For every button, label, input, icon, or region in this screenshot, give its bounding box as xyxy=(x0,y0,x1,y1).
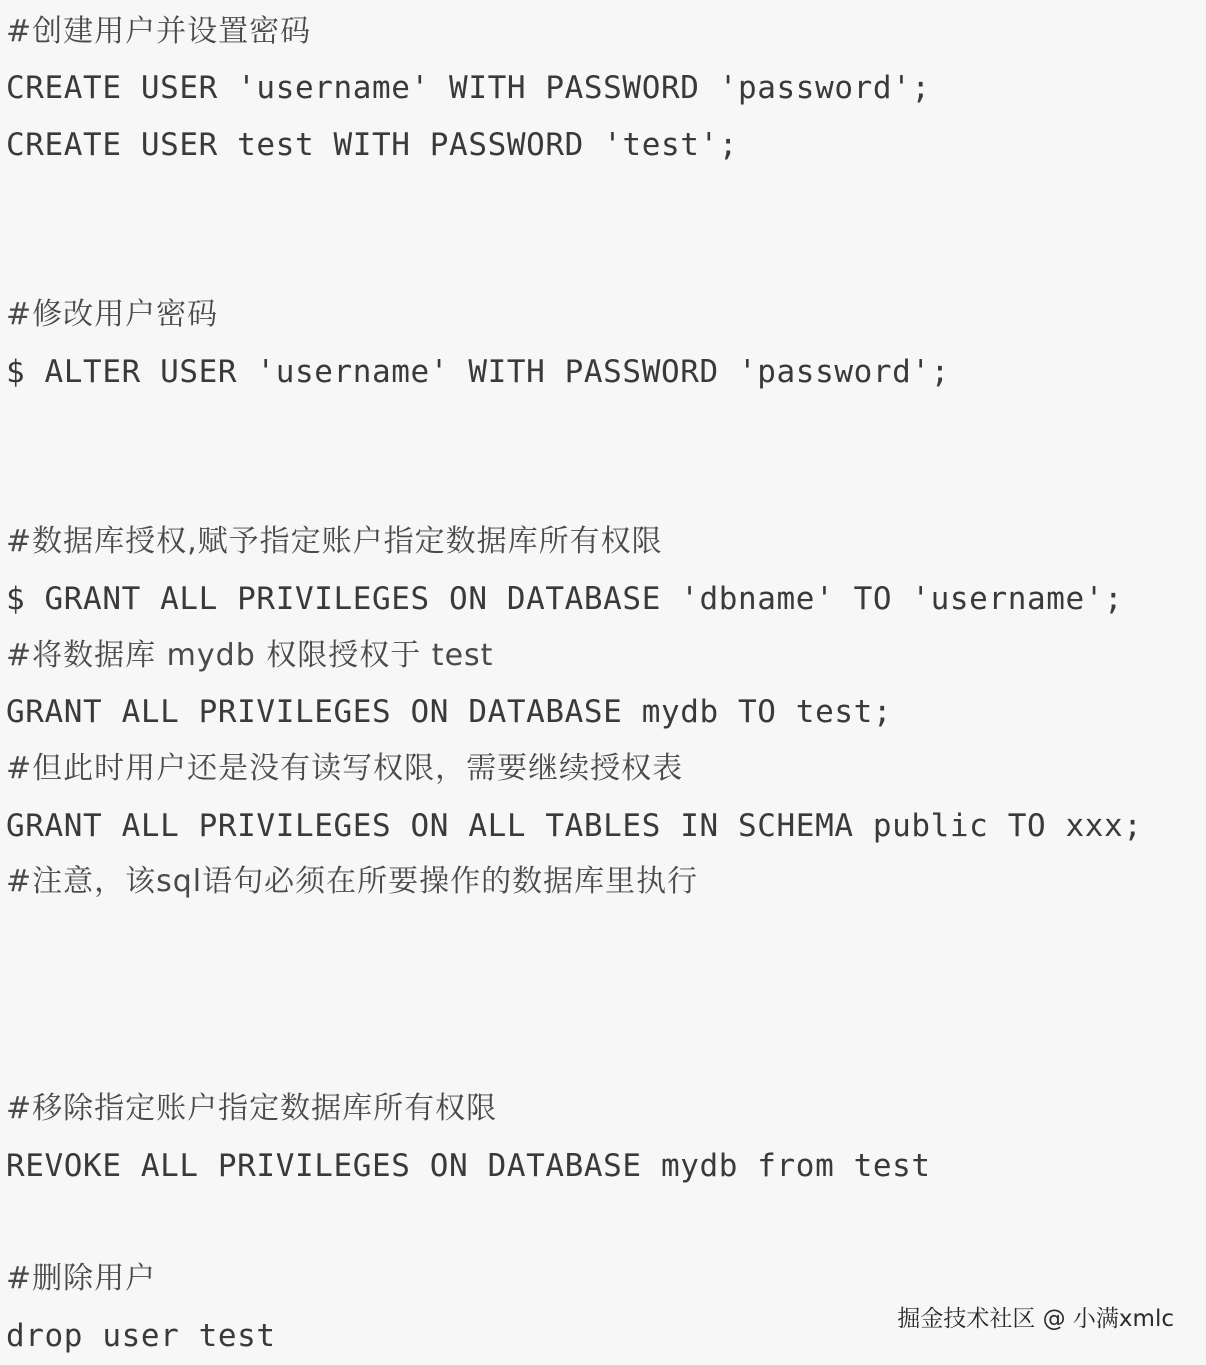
code-line-drop-user: drop user test xyxy=(6,1318,276,1354)
code-line-comment-grant-tables: #但此时用户还是没有读写权限，需要继续授权表 xyxy=(6,751,684,786)
code-line-comment-note: #注意，该sql语句必须在所要操作的数据库里执行 xyxy=(6,864,699,899)
code-line-comment-alter-password: #修改用户密码 xyxy=(6,297,219,332)
code-line-comment-revoke: #移除指定账户指定数据库所有权限 xyxy=(6,1091,498,1126)
code-line-grant-database-mydb: GRANT ALL PRIVILEGES ON DATABASE mydb TO test; xyxy=(6,694,893,730)
code-line-grant-database-dbname: $ GRANT ALL PRIVILEGES ON DATABASE 'dbname' TO 'username'; xyxy=(6,581,1124,617)
code-line-grant-all-tables: GRANT ALL PRIVILEGES ON ALL TABLES IN SCHEMA public TO xxx; xyxy=(6,808,1143,844)
code-line-create-user-test: CREATE USER test WITH PASSWORD 'test'; xyxy=(6,127,739,163)
code-line-alter-user: $ ALTER USER 'username' WITH PASSWORD 'password'; xyxy=(6,354,950,390)
code-line-create-user-username: CREATE USER 'username' WITH PASSWORD 'password'; xyxy=(6,70,931,106)
code-line-comment-drop-user: #删除用户 xyxy=(6,1261,157,1296)
code-line-revoke: REVOKE ALL PRIVILEGES ON DATABASE mydb from test xyxy=(6,1148,931,1184)
code-line-comment-grant-database: #数据库授权,赋予指定账户指定数据库所有权限 xyxy=(6,524,663,559)
watermark: 掘金技术社区 @ 小满xmlc xyxy=(897,1306,1174,1332)
code-line-comment-create-user: #创建用户并设置密码 xyxy=(6,14,312,49)
code-line-comment-grant-mydb: #将数据库 mydb 权限授权于 test xyxy=(6,638,494,673)
